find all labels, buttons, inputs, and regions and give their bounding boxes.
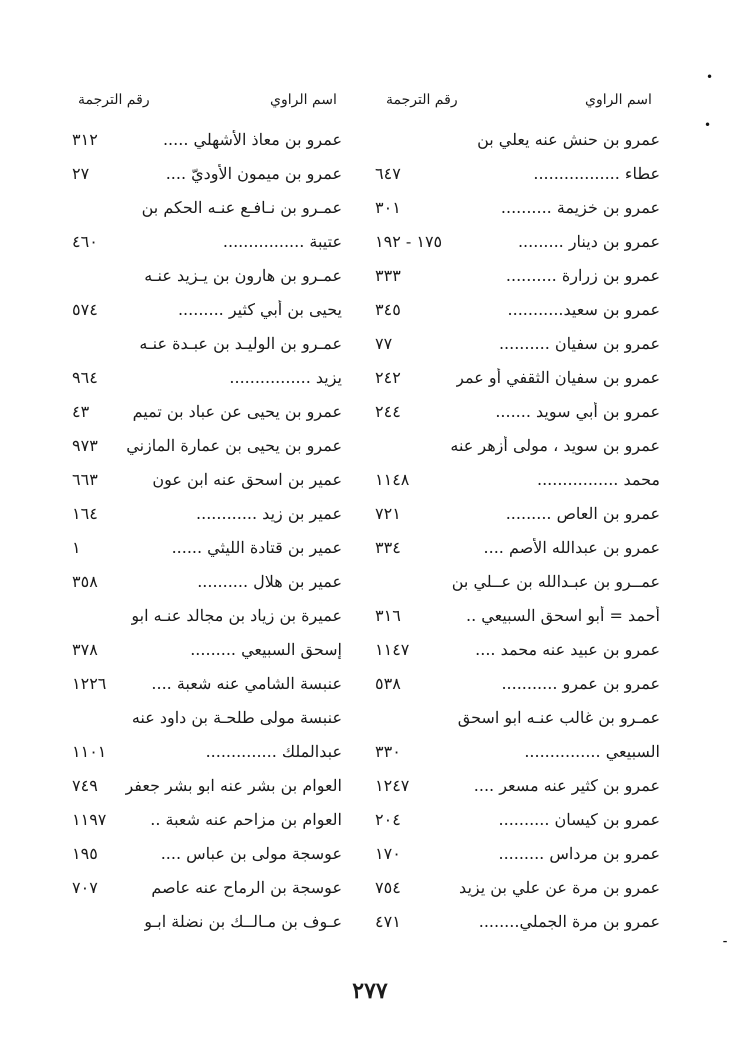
- header-right-number: رقم الترجمة: [386, 92, 458, 108]
- entry-number: ٣٣٠: [375, 741, 401, 761]
- index-row: [72, 224, 342, 258]
- entry-number: ٣٣٤: [375, 537, 401, 557]
- narrator-name: السبيعي ...............: [524, 741, 660, 761]
- entry-number: ٤٦٠: [72, 231, 98, 251]
- entry-number: ٥٣٨: [375, 673, 401, 693]
- narrator-name: عمرو بن كثير عنه مسعر ....: [473, 775, 660, 795]
- index-row: [72, 700, 342, 734]
- index-row: [375, 428, 660, 462]
- index-row: [375, 530, 660, 564]
- narrator-name: عمرو بن ميمون الأوديّ ....: [165, 163, 342, 183]
- narrator-name: عمرو بن عبيد عنه محمد ....: [475, 639, 660, 659]
- entry-number: ٣٤٥: [375, 299, 401, 319]
- entry-number: ١٢٤٧: [375, 775, 410, 795]
- narrator-name: محمد ................: [536, 469, 660, 489]
- index-row: [72, 870, 342, 904]
- index-row: [375, 700, 660, 734]
- entry-number: ٣٧٨: [72, 639, 98, 659]
- entry-number: ٣١٦: [375, 605, 401, 625]
- narrator-name: عمرو بن العاص .........: [505, 503, 660, 523]
- index-row: [375, 870, 660, 904]
- narrator-name: عمير بن قتادة الليثي ......: [171, 537, 342, 557]
- narrator-name: عمير بن اسحق عنه ابن عون: [152, 469, 342, 489]
- entry-number: ٢٤٢: [375, 367, 401, 387]
- entry-number: ٦٤٧: [375, 163, 401, 183]
- index-row: [72, 530, 342, 564]
- entry-number: ٧٠٧: [72, 877, 98, 897]
- index-row: [72, 666, 342, 700]
- entry-number: ٢٠٤: [375, 809, 401, 829]
- narrator-name: عـوف بن مـالــك بن نضلة ابـو: [144, 911, 342, 931]
- narrator-name: إسحق السبيعي .........: [190, 639, 342, 659]
- narrator-name: عمير بن زيد ............: [196, 503, 342, 523]
- index-row: [72, 360, 342, 394]
- index-row: [375, 734, 660, 768]
- narrator-name: عمرو بن سعيد...........: [507, 299, 660, 319]
- index-row: [72, 292, 342, 326]
- narrator-name: عمرو بن يحيى عن عباد بن تميم: [132, 401, 342, 421]
- narrator-name: عمـرو بن هارون بن يـزيد عنـه: [144, 265, 342, 285]
- narrator-name: عمير بن هلال ..........: [197, 571, 342, 591]
- entry-number: ٣١٢: [72, 129, 98, 149]
- narrator-name: عمـرو بن الوليـد بن عبـدة عنـه: [139, 333, 342, 353]
- index-row: [72, 428, 342, 462]
- margin-mark: •: [704, 118, 712, 132]
- narrator-name: عنبسة مولى طلحـة بن داود عنه: [131, 707, 342, 727]
- narrator-name: عمرو بن سويد ، مولى أزهر عنه: [450, 435, 660, 455]
- entry-number: ٧٢١: [375, 503, 401, 523]
- header-right-name: اسم الراوي: [585, 92, 652, 108]
- header-left-name: اسم الراوي: [270, 92, 337, 108]
- entry-number: ٩٦٤: [72, 367, 98, 387]
- entry-number: ٩٧٣: [72, 435, 98, 455]
- index-row: [375, 496, 660, 530]
- entry-number: ٧٤٩: [72, 775, 98, 795]
- index-row: [72, 802, 342, 836]
- narrator-name: عمـرو بن نـافـع عنـه الحكم بن: [141, 197, 342, 217]
- narrator-name: عمرو بن معاذ الأشهلي .....: [162, 129, 342, 149]
- narrator-name: العوام بن بشر عنه ابو بشر جعفر: [125, 775, 342, 795]
- entry-number: ١٦٤: [72, 503, 98, 523]
- index-row: [72, 122, 342, 156]
- narrator-name: عنبسة الشامي عنه شعبة ....: [151, 673, 342, 693]
- entry-number: ٦٦٣: [72, 469, 98, 489]
- narrator-name: عمــرو بن عبـدالله بن عــلي بن: [451, 571, 660, 591]
- margin-mark: •: [706, 70, 714, 84]
- entry-number: ١١٩٧: [72, 809, 107, 829]
- index-row: [72, 564, 342, 598]
- entry-number: ٢٧: [72, 163, 90, 183]
- header-left-number: رقم الترجمة: [78, 92, 150, 108]
- entry-number: ٥٧٤: [72, 299, 98, 319]
- entry-number: ٢٤٤: [375, 401, 401, 421]
- narrator-name: أحمد = أبو اسحق السبيعي ..: [466, 605, 660, 625]
- entry-number: ١: [72, 537, 81, 557]
- entry-number: ٣٠١: [375, 197, 401, 217]
- narrator-name: عمرو بن عبدالله الأصم ....: [483, 537, 660, 557]
- index-row: [375, 598, 660, 632]
- entry-number: ٣٣٣: [375, 265, 401, 285]
- narrator-name: عمرو بن عمرو ...........: [501, 673, 660, 693]
- entry-number: ١١٤٨: [375, 469, 410, 489]
- index-row: [375, 292, 660, 326]
- narrator-name: عمرو بن زرارة ..........: [505, 265, 660, 285]
- index-row: [375, 666, 660, 700]
- index-row: [375, 394, 660, 428]
- narrator-name: عمرو بن كيسان ..........: [498, 809, 660, 829]
- narrator-name: عمرو بن دينار .........: [517, 231, 660, 251]
- narrator-name: عمرو بن يحيى بن عمارة المازني: [126, 435, 342, 455]
- entry-number: ٤٣: [72, 401, 90, 421]
- index-row: [375, 326, 660, 360]
- margin-mark: ⁃: [722, 935, 728, 949]
- right-index-column: [375, 122, 660, 938]
- narrator-name: عمرو بن سفيان ..........: [498, 333, 660, 353]
- index-row: [72, 462, 342, 496]
- index-row: [72, 734, 342, 768]
- index-row: [72, 904, 342, 938]
- index-row: [375, 122, 660, 156]
- index-row: [72, 836, 342, 870]
- index-row: [72, 326, 342, 360]
- index-row: [375, 768, 660, 802]
- index-row: [375, 802, 660, 836]
- narrator-name: عمرو بن مرداس .........: [498, 843, 660, 863]
- page-number: ٢٧٧: [352, 978, 388, 1004]
- narrator-name: عوسجة بن الرماح عنه عاصم: [151, 877, 342, 897]
- narrator-name: عبدالملك ..............: [205, 741, 342, 761]
- index-row: [375, 836, 660, 870]
- narrator-name: يزيد ................: [229, 367, 342, 387]
- index-row: [375, 156, 660, 190]
- index-row: [72, 156, 342, 190]
- index-row: [72, 768, 342, 802]
- narrator-name: عمـرو بن غالب عنـه ابو اسحق: [457, 707, 660, 727]
- index-row: [375, 190, 660, 224]
- index-row: [72, 258, 342, 292]
- index-row: [72, 190, 342, 224]
- narrator-name: عوسجة مولى بن عباس ....: [160, 843, 342, 863]
- index-row: [375, 224, 660, 258]
- narrator-name: عمرو بن مرة الجملي........: [478, 911, 660, 931]
- entry-number: ١١٠١: [72, 741, 107, 761]
- narrator-name: عطاء .................: [533, 163, 660, 183]
- left-index-column: [72, 122, 342, 938]
- narrator-name: عمرو بن سفيان الثقفي أو عمر: [456, 367, 660, 387]
- index-row: [375, 632, 660, 666]
- entry-number: ١٧٥ - ١٩٢: [375, 231, 443, 251]
- entry-number: ١٢٢٦: [72, 673, 107, 693]
- index-row: [375, 564, 660, 598]
- narrator-name: يحيى بن أبي كثير .........: [177, 299, 342, 319]
- entry-number: ١٧٠: [375, 843, 401, 863]
- narrator-name: عمرو بن حنش عنه يعلي بن: [477, 129, 660, 149]
- entry-number: ٣٥٨: [72, 571, 98, 591]
- narrator-name: عمرو بن أبي سويد .......: [495, 401, 660, 421]
- entry-number: ١٩٥: [72, 843, 98, 863]
- narrator-name: عمرو بن مرة عن علي بن يزيد: [459, 877, 660, 897]
- index-row: [72, 632, 342, 666]
- index-row: [72, 598, 342, 632]
- entry-number: ١١٤٧: [375, 639, 410, 659]
- narrator-name: العوام بن مزاحم عنه شعبة ..: [150, 809, 342, 829]
- entry-number: ٧٥٤: [375, 877, 401, 897]
- index-row: [72, 394, 342, 428]
- index-row: [375, 904, 660, 938]
- index-row: [72, 496, 342, 530]
- entry-number: ٧٧: [375, 333, 393, 353]
- entry-number: ٤٧١: [375, 911, 401, 931]
- narrator-name: عتيبة ................: [222, 231, 342, 251]
- narrator-name: عميرة بن زياد بن مجالد عنـه ابو: [131, 605, 342, 625]
- narrator-name: عمرو بن خزيمة ..........: [500, 197, 660, 217]
- index-row: [375, 360, 660, 394]
- index-row: [375, 462, 660, 496]
- index-row: [375, 258, 660, 292]
